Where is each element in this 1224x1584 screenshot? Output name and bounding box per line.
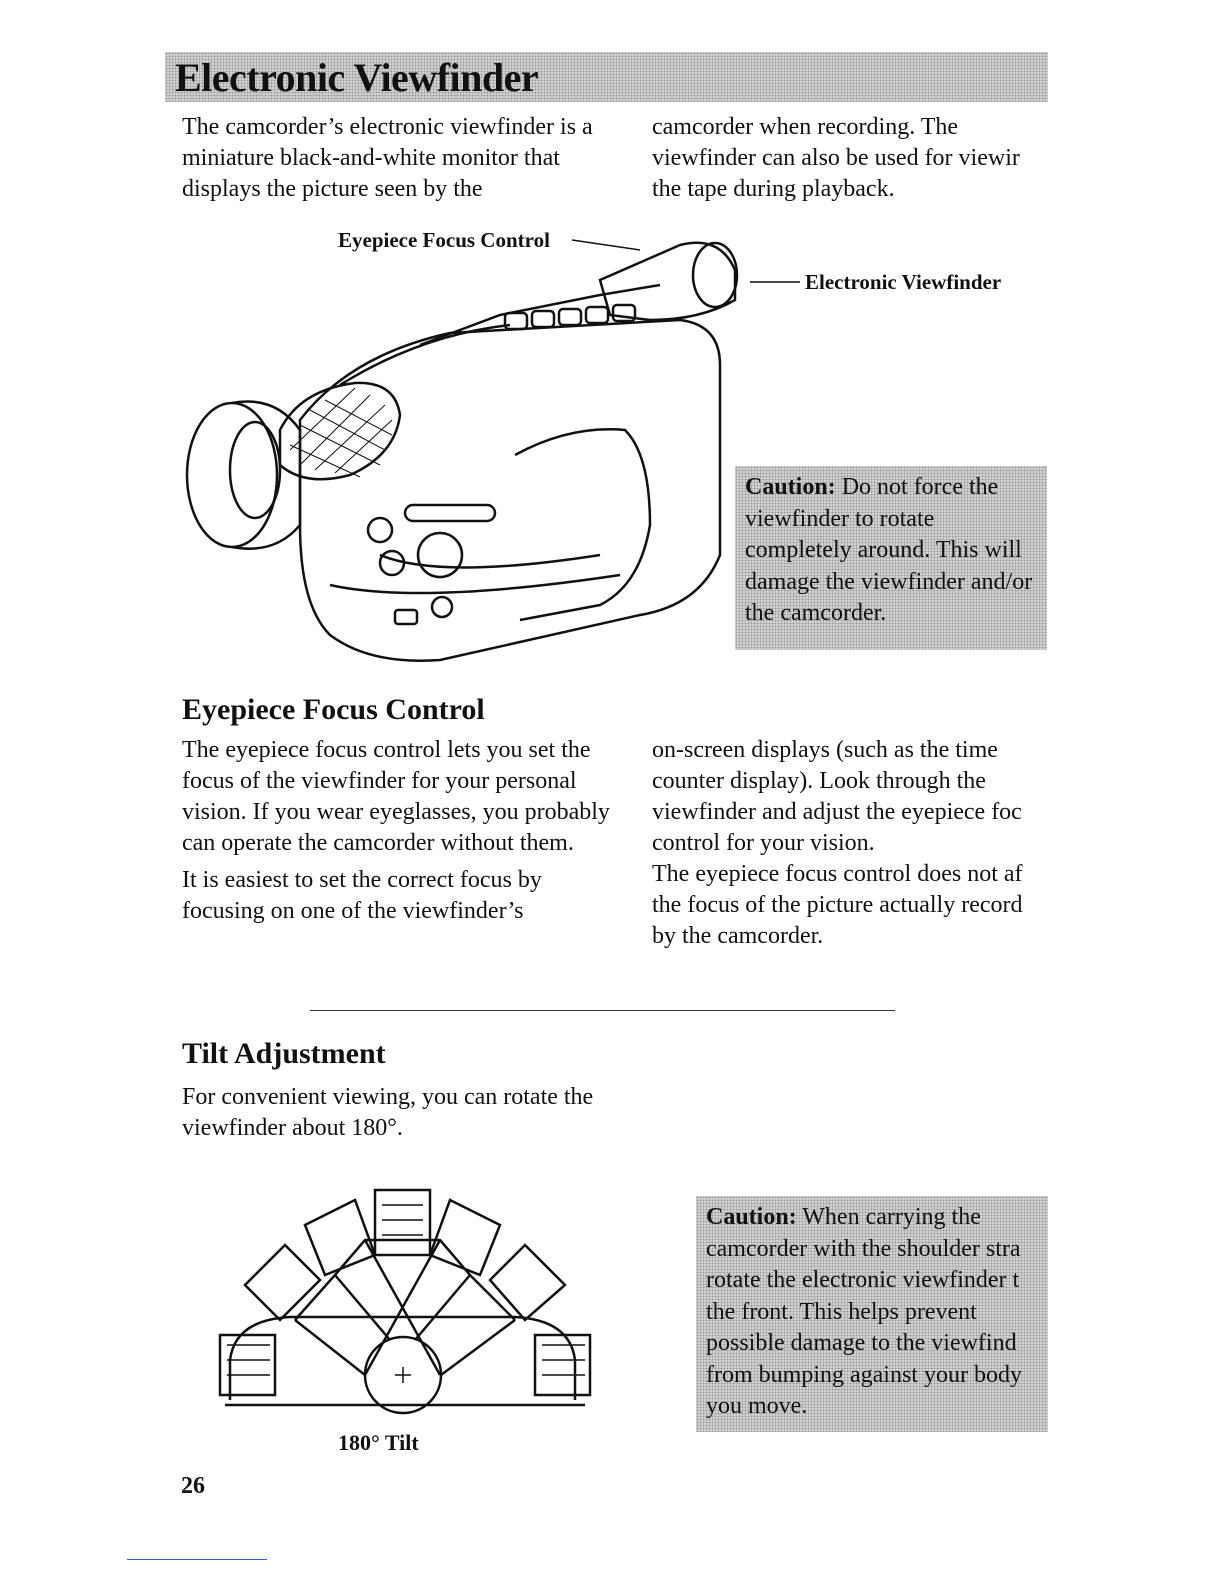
- intro-column-2: [652, 112, 1047, 205]
- viewfinder-right-upper: [490, 1245, 565, 1320]
- caution-heading: Caution:: [745, 474, 836, 500]
- intro-text-2: camcorder when recording. The viewfinder can also be used for viewir the tape during playback.: [652, 114, 1020, 202]
- label-electronic-viewfinder: Electronic Viewfinder: [805, 270, 1002, 294]
- focus-paragraph-2: It is easiest to set the correct focus by focusing on one of the viewfinder’s: [182, 867, 542, 924]
- tilt-text-block: [182, 1082, 602, 1144]
- section-divider: [310, 1010, 895, 1011]
- focus-paragraph-1: The eyepiece focus control lets you set the focus of the viewfinder for your personal vision. If you wear eyeglasses, you probably can operate the camcorder without them.: [182, 737, 610, 856]
- camcorder-base: [230, 1317, 575, 1400]
- intro-text-1: The camcorder’s electronic viewfinder is a miniature black-and-white monitor that displays the picture seen by the: [182, 114, 593, 202]
- tilt-figure-label: 180° Tilt: [338, 1430, 419, 1455]
- viewfinder-left-mid: [305, 1200, 375, 1275]
- page-number: 26: [181, 1473, 205, 1499]
- section-heading-focus: Eyepiece Focus Control: [182, 693, 485, 726]
- viewfinder-right-mid: [430, 1200, 500, 1275]
- focus-column-2: [652, 735, 1047, 952]
- intro-column-1: [182, 112, 632, 205]
- focus-paragraph-4: The eyepiece focus control does not af the focus of the picture actually record by the camcorder.: [652, 861, 1023, 949]
- tilt-paragraph: For convenient viewing, you can rotate the viewfinder about 180°.: [182, 1084, 594, 1141]
- viewfinder-right: [535, 1335, 590, 1395]
- bottom-edge-line: [127, 1559, 267, 1560]
- page-title: Electronic Viewfinder: [175, 55, 539, 100]
- caution-heading-2: Caution:: [706, 1204, 797, 1230]
- viewfinder-left-upper: [245, 1245, 320, 1320]
- section-heading-tilt: Tilt Adjustment: [182, 1037, 386, 1070]
- callout-lines: [560, 232, 810, 292]
- focus-column-1: [182, 735, 612, 927]
- caution-text: Do not force the viewfinder to rotate completely around. This will damage the viewfinder and/or the camcorder.: [745, 474, 1033, 626]
- caution-box-rotation: [735, 466, 1047, 650]
- focus-paragraph-3: on-screen displays (such as the time counter display). Look through the viewfinder and adjust the eyepiece foc control for your vision.: [652, 737, 1022, 856]
- caution-box-carrying: [696, 1196, 1048, 1432]
- viewfinder-left: [220, 1335, 275, 1395]
- caution-text-2: When carrying the camcorder with the shoulder stra rotate the electronic viewfinder t the front. This helps prevent possible damage to the viewfind from bumping against your body you move.: [706, 1204, 1022, 1419]
- viewfinder-top: [375, 1190, 430, 1255]
- label-eyepiece-focus-control: Eyepiece Focus Control: [338, 228, 550, 252]
- tilt-illustration: [215, 1185, 595, 1425]
